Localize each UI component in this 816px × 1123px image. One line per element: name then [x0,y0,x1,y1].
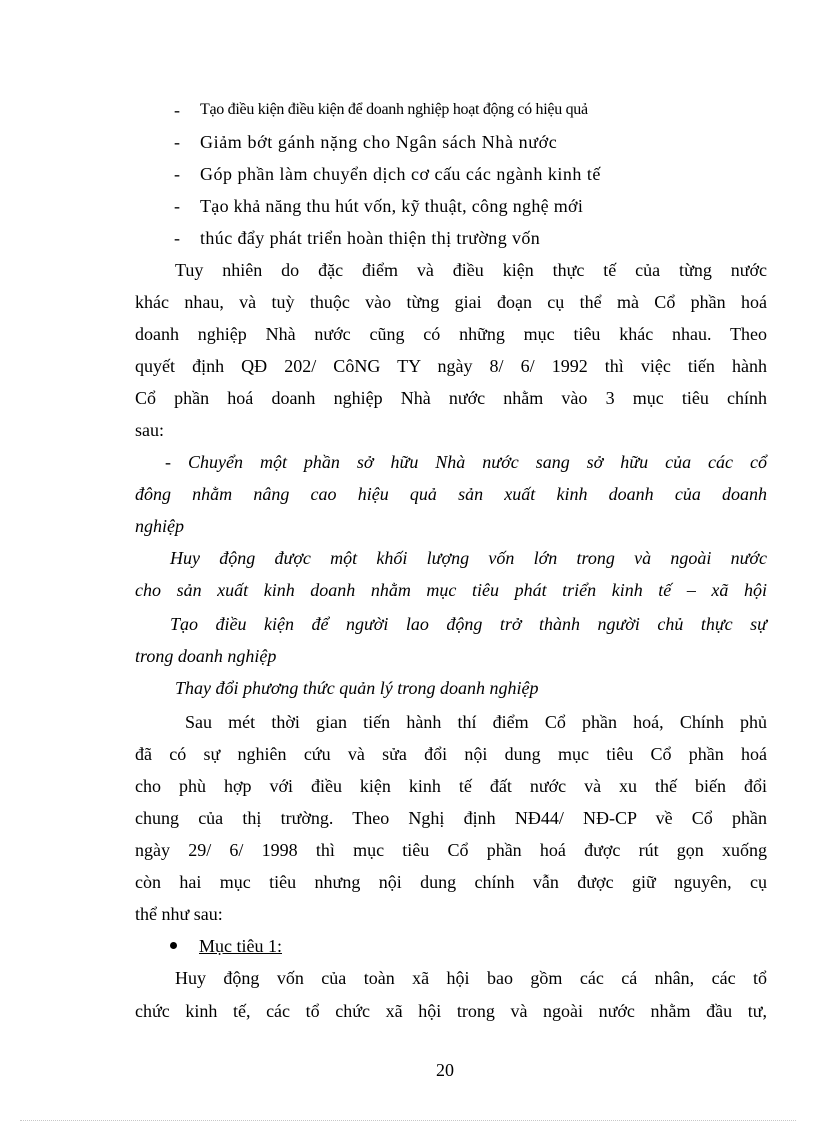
text-line: Cổ phần hoá doanh nghiệp Nhà nước nhằm vào 3 mục tiêu chính [135,388,767,408]
goal-line: đông nhằm nâng cao hiệu quả sản xuất kinh doanh của doanh [135,484,767,504]
text-line: Sau mét thời gian tiến hành thí điểm Cổ phần hoá, Chính phủ [185,712,767,732]
text-line: chung của thị trường. Theo Nghị định NĐ44/ NĐ-CP về Cổ phần [135,808,767,828]
page-number: 20 [436,1060,454,1080]
list-item: Góp phần làm chuyển dịch cơ cấu các ngành kinh tế [200,164,601,184]
text-line: cho phù hợp với điều kiện kinh tế đất nước và xu thế biến đổi [135,776,767,796]
list-marker: - [174,100,180,120]
text-line: sau: [135,420,164,440]
goal-line: nghiệp [135,516,184,536]
list-marker: - [174,228,180,248]
text-line: đã có sự nghiên cứu và sửa đổi nội dung mục tiêu Cổ phần hoá [135,744,767,764]
bullet-icon [170,942,177,949]
list-marker: - [174,196,180,216]
list-item: Giảm bớt gánh nặng cho Ngân sách Nhà nước [200,132,558,152]
goal-line: - Chuyển một phần sở hữu Nhà nước sang sở hữu của các cổ [165,452,767,472]
text-line: thể như sau: [135,904,223,924]
text-line: Tuy nhiên do đặc điểm và điều kiện thực tế của từng nước [175,260,767,280]
goal-line: cho sản xuất kinh doanh nhằm mục tiêu phát triển kinh tế – xã hội [135,580,767,600]
text-line: quyết định QĐ 202/ CôNG TY ngày 8/ 6/ 1992 thì việc tiến hành [135,356,767,376]
text-line: còn hai mục tiêu nhưng nội dung chính vẫn được giữ nguyên, cụ [135,872,767,892]
goal-line: Tạo điều kiện để người lao động trở thành người chủ thực sự [170,614,767,634]
goal-line: trong doanh nghiệp [135,646,277,666]
goal-line: Thay đổi phương thức quản lý trong doanh nghiệp [175,678,539,698]
text-line: khác nhau, và tuỳ thuộc vào từng giai đoạn cụ thể mà Cổ phần hoá [135,292,767,312]
text-line: chức kinh tế, các tổ chức xã hội trong và ngoài nước nhằm đầu tư, [135,1001,767,1021]
section-heading: Mục tiêu 1: [199,936,282,956]
text-line: Huy động vốn của toàn xã hội bao gồm các cá nhân, các tổ [175,968,767,988]
list-item: thúc đẩy phát triển hoàn thiện thị trường vốn [200,228,541,248]
text-line: ngày 29/ 6/ 1998 thì mục tiêu Cổ phần hoá được rút gọn xuống [135,840,767,860]
list-marker: - [174,164,180,184]
page-bottom-divider [20,1120,796,1121]
list-item: Tạo khả năng thu hút vốn, kỹ thuật, công nghệ mới [200,196,584,216]
goal-line: Huy động được một khối lượng vốn lớn trong và ngoài nước [170,548,767,568]
list-item: Tạo điều kiện điều kiện để doanh nghiệp hoạt động có hiệu quả [200,101,588,118]
text-line: doanh nghiệp Nhà nước cũng có những mục tiêu khác nhau. Theo [135,324,767,344]
list-marker: - [174,132,180,152]
